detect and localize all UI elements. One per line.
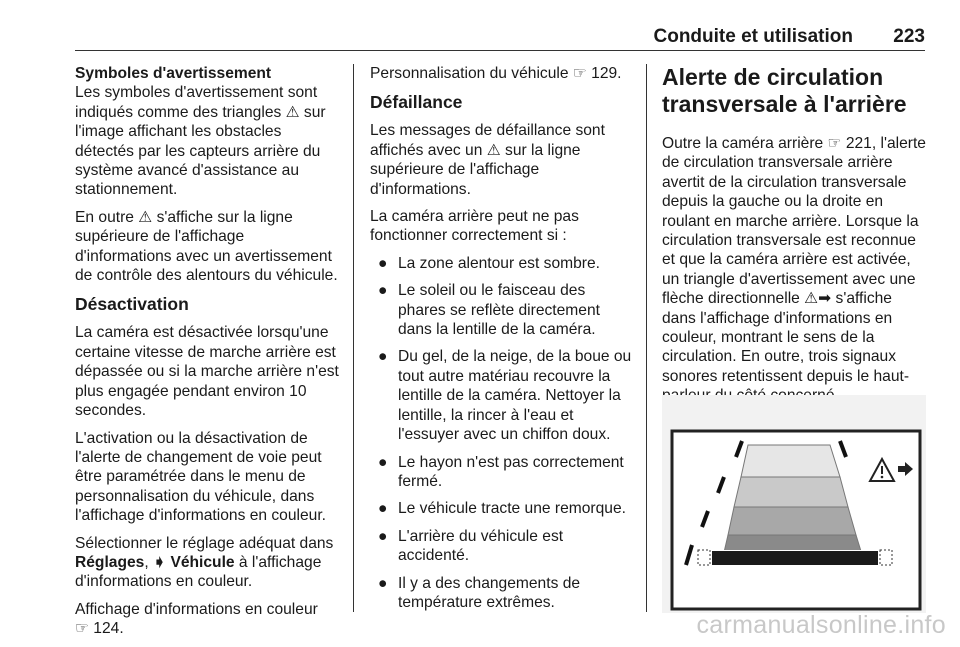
bullet-icon: ● <box>378 574 388 592</box>
text: à l'affichage d'informations en couleur. <box>75 553 322 591</box>
menu-vehicle: Véhicule <box>170 553 235 571</box>
page-reference: ☞ 124. <box>75 620 124 638</box>
cross-traffic-heading: Alerte de circulation transversale à l'arrière <box>662 64 907 117</box>
list-item-text: Du gel, de la neige, de la boue ou tout autre matériau recouvre la lentille de la caméra. Nettoyer la lentille, la rincer à l'eau et l'essuyer avec un chiffon doux. <box>398 348 632 444</box>
list-item <box>370 281 634 339</box>
column-middle <box>370 64 634 620</box>
warning-symbols-heading: Symboles d'avertissement <box>75 65 272 82</box>
arrow-icon: ➧ <box>153 553 167 571</box>
bullet-icon: ● <box>378 500 388 518</box>
failure-heading: Défaillance <box>370 92 463 113</box>
paragraph: L'activation ou la désactivation de l'alerte de changement de voie peut être paramétrée dans le menu de personnalisation du véhicule, dans l'affichage d'informations en couleur. <box>75 429 326 525</box>
section-title: Conduite et utilisation <box>653 26 853 47</box>
list-item <box>370 574 634 613</box>
menu-settings: Réglages <box>75 553 145 571</box>
guide-band <box>741 445 840 477</box>
deactivation-heading: Désactivation <box>75 294 189 315</box>
paragraph: La caméra arrière peut ne pas fonctionner correctement si : <box>370 208 579 245</box>
paragraph: Personnalisation du véhicule ☞ 129. <box>370 65 622 82</box>
text: Affichage d'informations en couleur <box>75 600 318 618</box>
rear-camera-illustration <box>662 395 926 613</box>
list-item-text: Le hayon n'est pas correctement fermé. <box>398 453 624 490</box>
guide-band <box>734 477 848 507</box>
bullet-icon: ● <box>378 527 388 545</box>
list-item-text: La zone alentour est sombre. <box>398 254 600 272</box>
paragraph: Outre la caméra arrière ☞ 221, l'alerte de circulation transversale arrière avertit de la circulation transversale depuis la gauche ou la droite en roulant en marche arrière. Lorsque la circulation transversale est reconnue et que la caméra arrière est activée, un triangle d'avertissement avec une flèche directionnelle ⚠➡ s'affiche dans l'affichage d'informations en couleur, montrant le sens de la circulation. En outre, trois signaux sonores retentissent depuis le haut- <box>662 135 926 385</box>
camera-view-graphic <box>662 395 926 613</box>
column-divider <box>353 64 354 612</box>
paragraph: Les messages de défaillance sont affichés avec un ⚠ sur la ligne supérieure de l'affichage d'informations. <box>370 122 605 198</box>
bullet-icon: ● <box>378 254 388 272</box>
guide-band <box>728 507 856 535</box>
list-item-text: Le soleil ou le faisceau des phares se reflète directement dans la lentille de la caméra. <box>398 282 600 339</box>
paragraph <box>75 534 343 592</box>
list-item <box>370 347 634 444</box>
watermark: carmanualsonline.info <box>696 611 946 639</box>
column-right <box>662 64 928 414</box>
list-item <box>370 254 634 273</box>
text: , <box>144 553 154 571</box>
warning-bar <box>712 551 878 565</box>
bullet-icon: ● <box>378 348 388 366</box>
bullet-icon: ● <box>378 453 388 471</box>
list-item-text: Le véhicule tracte une remorque. <box>398 500 626 518</box>
page-header <box>75 22 925 51</box>
text: Sélectionner le réglage adéquat dans <box>75 534 334 552</box>
list-item <box>370 499 634 518</box>
warning-triangle-icon <box>881 476 884 479</box>
list-item-text: L'arrière du véhicule est accidenté. <box>398 527 564 565</box>
bullet-icon: ● <box>378 282 388 300</box>
list-item <box>370 527 634 566</box>
paragraph <box>75 600 343 639</box>
column-divider <box>646 64 647 612</box>
direction-arrow-icon <box>898 466 905 472</box>
list-item-text: Il y a des changements de température extrêmes. <box>398 574 581 611</box>
paragraph: La caméra est désactivée lorsqu'une certaine vitesse de marche arrière est dépassée ou si la marche arrière n'est plus engagée pendant environ 10 secondes. <box>75 324 339 420</box>
list-item <box>370 453 634 492</box>
paragraph: En outre ⚠ s'affiche sur la ligne supérieure de l'affichage d'informations avec un avertissement de contrôle des alentours du véhicule. <box>75 208 338 285</box>
page-number: 223 <box>893 26 925 47</box>
column-left <box>75 64 343 647</box>
failure-conditions-list <box>370 254 634 613</box>
paragraph: Les symboles d'avertissement sont indiqués comme des triangles ⚠ sur l'image affichant les obstacles détectés par les capteurs arrière du système avancé d'assistance au stationnement. <box>75 84 326 199</box>
